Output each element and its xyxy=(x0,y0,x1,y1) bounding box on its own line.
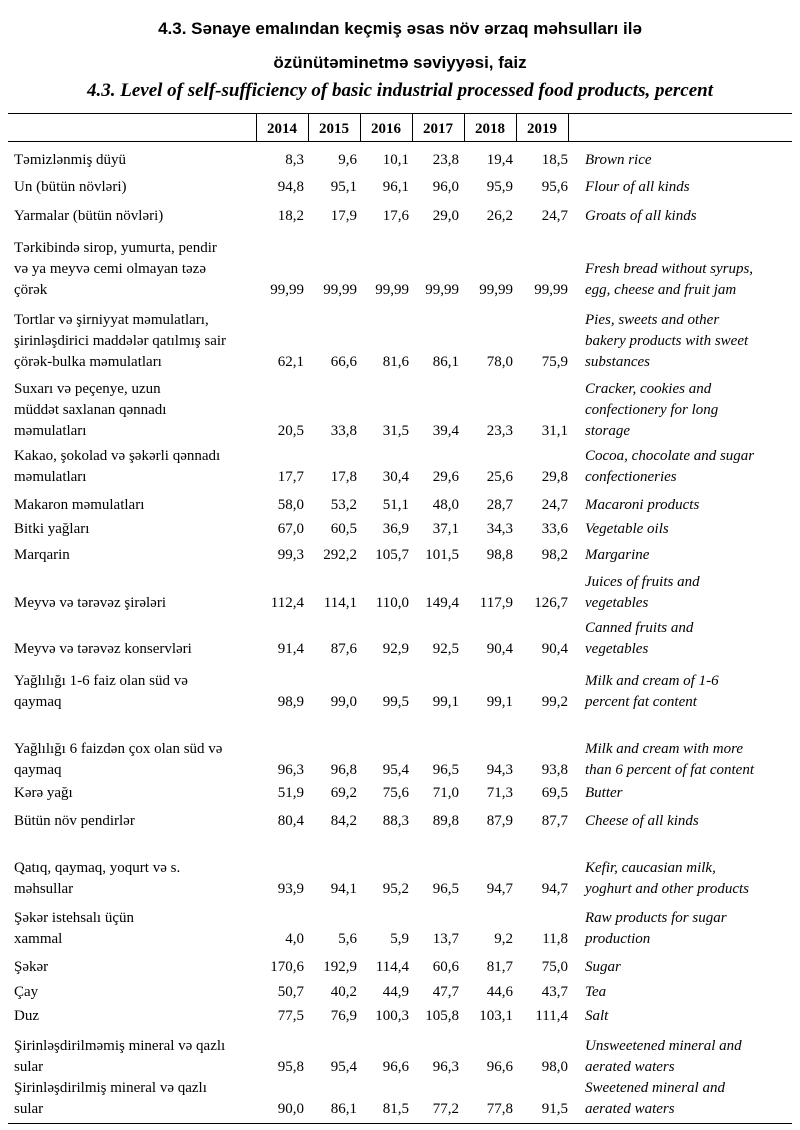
row-label-en xyxy=(585,908,797,950)
row-label-en-line: Juices of fruits and xyxy=(585,574,700,590)
value-cell-2015: 95,1 xyxy=(330,179,357,195)
row-label-az xyxy=(14,310,276,373)
header-divider xyxy=(464,114,465,141)
value-cell-2016: 10,1 xyxy=(382,152,409,168)
value-cell-2018: 28,7 xyxy=(486,497,513,513)
value-cell-2019: 24,7 xyxy=(541,208,568,224)
value-cell-2015: 66,6 xyxy=(330,354,357,370)
row-label-en-line: Milk and cream with more xyxy=(585,741,744,757)
row-label-en-line: confectioneries xyxy=(585,469,677,485)
value-cell-2018: 77,8 xyxy=(486,1101,513,1117)
row-label-az xyxy=(14,957,276,978)
row-label-az xyxy=(14,908,276,950)
value-cell-2015: 99,0 xyxy=(330,694,357,710)
row-label-en-line: production xyxy=(585,931,651,947)
row-label-az xyxy=(14,783,276,804)
row-label-en-line: Brown rice xyxy=(585,152,652,168)
value-cell-2016: 96,1 xyxy=(382,179,409,195)
value-cell-2019: 98,2 xyxy=(541,547,568,563)
value-cell-2016: 100,3 xyxy=(375,1008,409,1024)
value-cell-2017: 29,0 xyxy=(432,208,459,224)
row-label-az-line: Bütün növ pendirlər xyxy=(14,813,135,829)
value-cell-2018: 96,6 xyxy=(486,1059,513,1075)
value-cell-2016: 96,6 xyxy=(382,1059,409,1075)
value-cell-2018: 71,3 xyxy=(486,785,513,801)
row-label-en-line: Cracker, cookies and xyxy=(585,381,712,397)
row-label-az-line: Marqarin xyxy=(14,547,70,563)
value-cell-2018: 117,9 xyxy=(479,595,513,611)
value-cell-2016: 110,0 xyxy=(375,595,409,611)
value-cell-2017: 29,6 xyxy=(432,469,459,485)
row-label-az-line: Kərə yağı xyxy=(14,785,73,801)
value-cell-2019: 94,7 xyxy=(541,881,568,897)
value-cell-2014: 98,9 xyxy=(277,694,304,710)
row-label-az-line: Duz xyxy=(14,1008,39,1024)
year-header-2017: 2017 xyxy=(423,121,453,137)
row-label-az-line: sular xyxy=(14,1059,44,1075)
value-cell-2017: 99,99 xyxy=(425,282,459,298)
value-cell-2019: 18,5 xyxy=(541,152,568,168)
row-label-az-line: qaymaq xyxy=(14,694,62,710)
value-cell-2018: 78,0 xyxy=(486,354,513,370)
value-cell-2015: 17,8 xyxy=(330,469,357,485)
row-label-az-line: məmulatları xyxy=(14,469,87,485)
row-label-az-line: və ya meyvə cemi olmayan təzə xyxy=(14,261,206,277)
value-cell-2015: 9,6 xyxy=(338,152,357,168)
row-label-az-line: Suxarı və peçenye, uzun xyxy=(14,381,161,397)
value-cell-2018: 34,3 xyxy=(486,521,513,537)
row-label-en-line: Kefir, caucasian milk, xyxy=(585,860,716,876)
value-cell-2018: 95,9 xyxy=(486,179,513,195)
row-label-en-line: Canned fruits and xyxy=(585,620,694,636)
row-label-en xyxy=(585,150,797,171)
row-label-en xyxy=(585,446,797,488)
value-cell-2017: 39,4 xyxy=(432,423,459,439)
row-label-en-line: Unsweetened mineral and xyxy=(585,1038,742,1054)
value-cell-2014: 90,0 xyxy=(277,1101,304,1117)
row-label-az xyxy=(14,1006,276,1027)
row-label-en xyxy=(585,1078,797,1120)
row-label-az xyxy=(14,495,276,516)
value-cell-2017: 89,8 xyxy=(432,813,459,829)
row-label-en-line: Tea xyxy=(585,984,607,1000)
value-cell-2016: 36,9 xyxy=(382,521,409,537)
row-label-az xyxy=(14,593,276,614)
row-label-az-line: Təmizlənmiş düyü xyxy=(14,152,127,168)
title-az-line2: özünütəminetmə səviyyəsi, faiz xyxy=(273,53,527,72)
value-cell-2017: 149,4 xyxy=(425,595,459,611)
header-divider xyxy=(308,114,309,141)
row-label-az-line: qaymaq xyxy=(14,762,62,778)
value-cell-2016: 114,4 xyxy=(375,959,409,975)
value-cell-2019: 29,8 xyxy=(541,469,568,485)
row-label-az-line: çörək xyxy=(14,282,48,298)
row-label-az xyxy=(14,446,276,488)
header-divider xyxy=(568,114,569,141)
value-cell-2019: 75,0 xyxy=(541,959,568,975)
value-cell-2017: 99,1 xyxy=(432,694,459,710)
value-cell-2017: 96,0 xyxy=(432,179,459,195)
value-cell-2018: 9,2 xyxy=(494,931,513,947)
row-label-en-line: percent fat content xyxy=(585,694,697,710)
value-cell-2015: 86,1 xyxy=(330,1101,357,1117)
value-cell-2016: 105,7 xyxy=(375,547,409,563)
row-label-az xyxy=(14,379,276,442)
value-cell-2016: 30,4 xyxy=(382,469,409,485)
value-cell-2014: 18,2 xyxy=(277,208,304,224)
value-cell-2017: 60,6 xyxy=(432,959,459,975)
row-label-en-line: Pies, sweets and other xyxy=(585,312,720,328)
row-label-en-line: Margarine xyxy=(585,547,650,563)
value-cell-2015: 33,8 xyxy=(330,423,357,439)
row-label-az-line: Yağlılığı 6 faizdən çox olan süd və xyxy=(14,741,223,757)
row-label-az xyxy=(14,238,276,301)
row-label-en-line: storage xyxy=(585,423,630,439)
row-label-az-line: məmulatları xyxy=(14,423,87,439)
row-label-en-line: Cocoa, chocolate and sugar xyxy=(585,448,755,464)
value-cell-2018: 44,6 xyxy=(486,984,513,1000)
value-cell-2019: 99,99 xyxy=(534,282,568,298)
header-divider xyxy=(360,114,361,141)
row-label-en-line: vegetables xyxy=(585,595,649,611)
value-cell-2018: 99,99 xyxy=(479,282,513,298)
value-cell-2019: 43,7 xyxy=(541,984,568,1000)
value-cell-2015: 40,2 xyxy=(330,984,357,1000)
value-cell-2016: 99,5 xyxy=(382,694,409,710)
value-cell-2015: 96,8 xyxy=(330,762,357,778)
row-label-az xyxy=(14,1078,276,1120)
value-cell-2019: 95,6 xyxy=(541,179,568,195)
value-cell-2014: 99,99 xyxy=(270,282,304,298)
value-cell-2017: 77,2 xyxy=(432,1101,459,1117)
value-cell-2017: 48,0 xyxy=(432,497,459,513)
value-cell-2017: 37,1 xyxy=(432,521,459,537)
row-label-en-line: Sugar xyxy=(585,959,621,975)
value-cell-2017: 96,5 xyxy=(432,762,459,778)
value-cell-2014: 112,4 xyxy=(270,595,304,611)
row-label-az xyxy=(14,519,276,540)
row-label-en xyxy=(585,739,797,781)
row-label-az-line: Şirinləşdirilməmiş mineral və qazlı xyxy=(14,1038,226,1054)
row-label-en-line: confectionery for long xyxy=(585,402,719,418)
row-label-az-line: Yağlılığı 1-6 faiz olan süd və xyxy=(14,673,188,689)
value-cell-2019: 31,1 xyxy=(541,423,568,439)
value-cell-2019: 69,5 xyxy=(541,785,568,801)
row-label-az-line: Şirinləşdirilmiş mineral və qazlı xyxy=(14,1080,207,1096)
row-label-en xyxy=(585,982,797,1003)
value-cell-2015: 5,6 xyxy=(338,931,357,947)
value-cell-2016: 99,99 xyxy=(375,282,409,298)
row-label-en-line: aerated waters xyxy=(585,1101,675,1117)
table-bottom-rule xyxy=(8,1123,792,1124)
row-label-az-line: sular xyxy=(14,1101,44,1117)
row-label-az-line: Meyvə və tərəvəz konservləri xyxy=(14,641,192,657)
row-label-az xyxy=(14,739,276,781)
value-cell-2018: 25,6 xyxy=(486,469,513,485)
row-label-az-line: Kakao, şokolad və şəkərli qənnadı xyxy=(14,448,221,464)
row-label-en-line: Milk and cream of 1-6 xyxy=(585,673,719,689)
row-label-en xyxy=(585,671,797,713)
row-label-az-line: Meyvə və tərəvəz şirələri xyxy=(14,595,166,611)
row-label-en xyxy=(585,495,797,516)
value-cell-2017: 105,8 xyxy=(425,1008,459,1024)
row-label-az-line: Qatıq, qaymaq, yoqurt və s. xyxy=(14,860,181,876)
row-label-en-line: aerated waters xyxy=(585,1059,675,1075)
value-cell-2014: 51,9 xyxy=(277,785,304,801)
value-cell-2018: 94,7 xyxy=(486,881,513,897)
row-label-az-line: Tərkibində sirop, yumurta, pendir xyxy=(14,240,217,256)
value-cell-2018: 19,4 xyxy=(486,152,513,168)
table-top-rule xyxy=(8,113,792,114)
value-cell-2019: 111,4 xyxy=(535,1008,568,1024)
row-label-az-line: şirinləşdirici maddələr qatılmış sair xyxy=(14,333,227,349)
header-bottom-rule xyxy=(8,141,792,142)
row-label-en-line: vegetables xyxy=(585,641,649,657)
value-cell-2019: 11,8 xyxy=(542,931,568,947)
row-label-en-line: egg, cheese and fruit jam xyxy=(585,282,737,298)
value-cell-2017: 96,3 xyxy=(432,1059,459,1075)
value-cell-2016: 95,2 xyxy=(382,881,409,897)
value-cell-2014: 58,0 xyxy=(277,497,304,513)
row-label-en-line: Flour of all kinds xyxy=(585,179,690,195)
value-cell-2016: 51,1 xyxy=(382,497,409,513)
value-cell-2016: 88,3 xyxy=(382,813,409,829)
value-cell-2019: 99,2 xyxy=(541,694,568,710)
row-label-az-line: Un (bütün növləri) xyxy=(14,179,127,195)
row-label-az xyxy=(14,982,276,1003)
value-cell-2019: 98,0 xyxy=(541,1059,568,1075)
row-label-az xyxy=(14,177,276,198)
value-cell-2015: 17,9 xyxy=(330,208,357,224)
value-cell-2015: 94,1 xyxy=(330,881,357,897)
value-cell-2014: 62,1 xyxy=(277,354,304,370)
row-label-en-line: Raw products for sugar xyxy=(585,910,727,926)
row-label-en xyxy=(585,957,797,978)
value-cell-2019: 33,6 xyxy=(541,521,568,537)
value-cell-2018: 98,8 xyxy=(486,547,513,563)
row-label-az xyxy=(14,639,276,660)
row-label-az-line: Bitki yağları xyxy=(14,521,90,537)
row-label-en xyxy=(585,1036,797,1078)
value-cell-2015: 292,2 xyxy=(323,547,357,563)
value-cell-2018: 81,7 xyxy=(486,959,513,975)
value-cell-2016: 75,6 xyxy=(382,785,409,801)
value-cell-2014: 4,0 xyxy=(285,931,304,947)
year-header-2014: 2014 xyxy=(267,121,297,137)
value-cell-2017: 23,8 xyxy=(432,152,459,168)
row-label-en-line: Sweetened mineral and xyxy=(585,1080,725,1096)
value-cell-2015: 192,9 xyxy=(323,959,357,975)
value-cell-2014: 77,5 xyxy=(277,1008,304,1024)
value-cell-2014: 50,7 xyxy=(277,984,304,1000)
value-cell-2016: 5,9 xyxy=(390,931,409,947)
value-cell-2014: 67,0 xyxy=(277,521,304,537)
row-label-az xyxy=(14,150,276,171)
value-cell-2018: 90,4 xyxy=(486,641,513,657)
value-cell-2014: 8,3 xyxy=(285,152,304,168)
row-label-az-line: Makaron məmulatları xyxy=(14,497,145,513)
row-label-az xyxy=(14,206,276,227)
value-cell-2018: 94,3 xyxy=(486,762,513,778)
row-label-az-line: çörək-bulka məmulatları xyxy=(14,354,162,370)
row-label-en-line: Cheese of all kinds xyxy=(585,813,699,829)
value-cell-2017: 86,1 xyxy=(432,354,459,370)
row-label-en xyxy=(585,310,797,373)
value-cell-2016: 95,4 xyxy=(382,762,409,778)
value-cell-2015: 99,99 xyxy=(323,282,357,298)
row-label-az-line: məhsullar xyxy=(14,881,74,897)
row-label-en xyxy=(585,572,797,614)
row-label-en-line: Macaroni products xyxy=(585,497,700,513)
year-header-2015: 2015 xyxy=(319,121,349,137)
header-divider xyxy=(412,114,413,141)
row-label-en-line: Butter xyxy=(585,785,623,801)
value-cell-2017: 47,7 xyxy=(432,984,459,1000)
value-cell-2014: 93,9 xyxy=(277,881,304,897)
year-header-2016: 2016 xyxy=(371,121,401,137)
value-cell-2015: 53,2 xyxy=(330,497,357,513)
row-label-en-line: yoghurt and other products xyxy=(585,881,750,897)
value-cell-2018: 23,3 xyxy=(486,423,513,439)
year-header-2019: 2019 xyxy=(527,121,557,137)
row-label-en xyxy=(585,519,797,540)
row-label-az-line: Yarmalar (bütün növləri) xyxy=(14,208,164,224)
value-cell-2015: 95,4 xyxy=(330,1059,357,1075)
value-cell-2014: 99,3 xyxy=(277,547,304,563)
row-label-en-line: Salt xyxy=(585,1008,609,1024)
row-label-en xyxy=(585,858,797,900)
value-cell-2014: 170,6 xyxy=(270,959,304,975)
row-label-az-line: Şəkər xyxy=(14,959,49,975)
value-cell-2018: 103,1 xyxy=(479,1008,513,1024)
value-cell-2015: 114,1 xyxy=(323,595,357,611)
row-label-en xyxy=(585,618,797,660)
value-cell-2014: 20,5 xyxy=(277,423,304,439)
value-cell-2018: 87,9 xyxy=(486,813,513,829)
value-cell-2018: 99,1 xyxy=(486,694,513,710)
year-header-2018: 2018 xyxy=(475,121,505,137)
row-label-en xyxy=(585,545,797,566)
value-cell-2017: 71,0 xyxy=(432,785,459,801)
value-cell-2016: 17,6 xyxy=(382,208,409,224)
value-cell-2014: 95,8 xyxy=(277,1059,304,1075)
value-cell-2015: 87,6 xyxy=(330,641,357,657)
value-cell-2016: 81,5 xyxy=(382,1101,409,1117)
value-cell-2017: 101,5 xyxy=(425,547,459,563)
row-label-az-line: xammal xyxy=(14,931,63,947)
value-cell-2017: 13,7 xyxy=(432,931,459,947)
value-cell-2019: 91,5 xyxy=(541,1101,568,1117)
row-label-en-line: than 6 percent of fat content xyxy=(585,762,754,778)
row-label-en xyxy=(585,1006,797,1027)
row-label-en xyxy=(585,379,797,442)
value-cell-2019: 75,9 xyxy=(541,354,568,370)
row-label-en xyxy=(585,811,797,832)
value-cell-2016: 81,6 xyxy=(382,354,409,370)
value-cell-2018: 26,2 xyxy=(486,208,513,224)
value-cell-2014: 96,3 xyxy=(277,762,304,778)
row-label-en-line: substances xyxy=(585,354,650,370)
value-cell-2014: 17,7 xyxy=(277,469,304,485)
header-divider xyxy=(256,114,257,141)
value-cell-2014: 80,4 xyxy=(277,813,304,829)
row-label-az xyxy=(14,545,276,566)
row-label-en-line: Vegetable oils xyxy=(585,521,669,537)
value-cell-2015: 84,2 xyxy=(330,813,357,829)
row-label-az xyxy=(14,811,276,832)
value-cell-2016: 92,9 xyxy=(382,641,409,657)
value-cell-2017: 96,5 xyxy=(432,881,459,897)
row-label-en xyxy=(585,177,797,198)
row-label-en xyxy=(585,783,797,804)
title-az-line1: 4.3. Sənaye emalından keçmiş əsas növ ərzaq məhsulları ilə xyxy=(158,19,642,38)
row-label-en-line: Fresh bread without syrups, xyxy=(585,261,754,277)
value-cell-2016: 31,5 xyxy=(382,423,409,439)
row-label-az xyxy=(14,1036,276,1078)
header-divider xyxy=(516,114,517,141)
value-cell-2017: 92,5 xyxy=(432,641,459,657)
value-cell-2019: 24,7 xyxy=(541,497,568,513)
row-label-en-line: bakery products with sweet xyxy=(585,333,749,349)
row-label-en xyxy=(585,259,797,301)
value-cell-2019: 93,8 xyxy=(541,762,568,778)
row-label-en xyxy=(585,206,797,227)
row-label-az-line: Şəkər istehsalı üçün xyxy=(14,910,134,926)
value-cell-2015: 76,9 xyxy=(330,1008,357,1024)
title-en: 4.3. Level of self-sufficiency of basic industrial processed food products, percent xyxy=(86,80,714,101)
value-cell-2014: 94,8 xyxy=(277,179,304,195)
value-cell-2015: 60,5 xyxy=(330,521,357,537)
value-cell-2015: 69,2 xyxy=(330,785,357,801)
value-cell-2014: 91,4 xyxy=(277,641,304,657)
row-label-az xyxy=(14,671,276,713)
value-cell-2019: 87,7 xyxy=(541,813,568,829)
row-label-en-line: Groats of all kinds xyxy=(585,208,697,224)
row-label-az xyxy=(14,858,276,900)
row-label-az-line: Çay xyxy=(14,984,39,1000)
value-cell-2019: 90,4 xyxy=(541,641,568,657)
value-cell-2019: 126,7 xyxy=(534,595,568,611)
row-label-az-line: Tortlar və şirniyyat məmulatları, xyxy=(14,312,209,328)
value-cell-2016: 44,9 xyxy=(382,984,409,1000)
row-label-az-line: müddət saxlanan qənnadı xyxy=(14,402,167,418)
